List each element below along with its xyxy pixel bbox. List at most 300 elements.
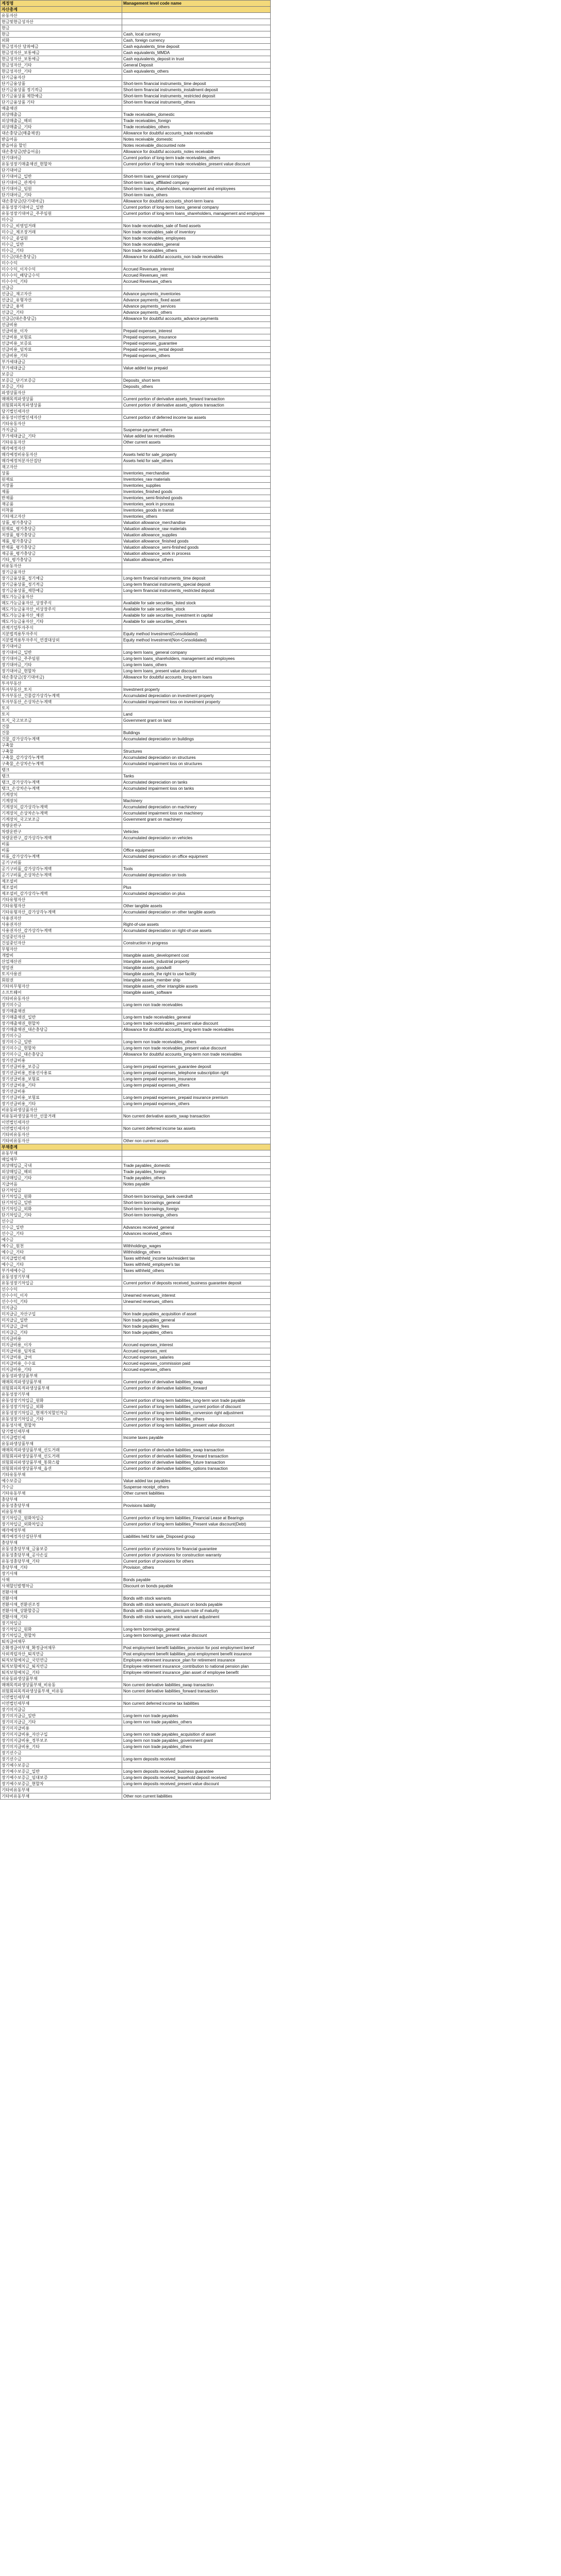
code-name-cell: Other current assets	[122, 439, 271, 446]
code-name-cell: Suspense payment_others	[122, 427, 271, 433]
code-name-cell: Income taxes payable	[122, 1435, 271, 1441]
table-row	[1, 1589, 271, 1596]
table-row	[1, 365, 271, 371]
table-row	[1, 149, 271, 155]
code-name-cell: Cash equivalents_others	[122, 69, 271, 75]
table-row	[1, 1107, 271, 1113]
table-row	[1, 1033, 271, 1039]
account-name-cell: 장기사채	[1, 1571, 122, 1577]
table-row	[1, 520, 271, 526]
code-name-cell: Long-term prepaid expenses_others	[122, 1101, 271, 1107]
table-row	[1, 1404, 271, 1410]
code-name-cell	[122, 996, 271, 1002]
table-row	[1, 687, 271, 693]
code-name-cell	[122, 1639, 271, 1645]
account-name-cell: 충당부채_기타	[1, 1565, 122, 1571]
code-name-cell: Taxes withheld_income tax/resident tax	[122, 1256, 271, 1262]
table-row	[1, 730, 271, 736]
code-name-cell: Valuation allowance_work in process	[122, 551, 271, 557]
code-name-cell: Long-term deposits received	[122, 1756, 271, 1762]
code-name-cell	[122, 446, 271, 452]
account-name-cell: 장기대여금_기타	[1, 662, 122, 668]
table-row	[1, 1460, 271, 1466]
code-name-cell: Short-term financial instruments_restricted deposit	[122, 93, 271, 99]
table-row	[1, 334, 271, 341]
account-name-cell: 기타유동부채	[1, 1472, 122, 1478]
table-row	[1, 1540, 271, 1546]
code-name-cell: Trade payables_others	[122, 1175, 271, 1181]
table-row	[1, 928, 271, 934]
account-name-cell: 대손충당금(받을어음)	[1, 149, 122, 155]
code-name-cell: Long-term prepaid expenses_insurance	[122, 1076, 271, 1082]
account-name-cell: 차량운반구	[1, 823, 122, 829]
account-name-cell: 구축물_손상차손누계액	[1, 761, 122, 767]
account-name-cell: 비품	[1, 841, 122, 848]
table-row	[1, 984, 271, 990]
code-name-cell: Trade payables_foreign	[122, 1169, 271, 1175]
account-name-cell: 부가세예수금	[1, 1268, 122, 1274]
account-name-cell: 기타유형자산	[1, 897, 122, 903]
table-row	[1, 1212, 271, 1218]
account-name-cell: 미수금_제조장거래	[1, 229, 122, 235]
table-row	[1, 217, 271, 223]
code-name-cell: Accumulated depreciation on vehicles	[122, 835, 271, 841]
account-name-cell: 매각예정부채	[1, 1528, 122, 1534]
account-name-cell: 예수보증금	[1, 1478, 122, 1484]
table-row	[1, 711, 271, 718]
account-name-cell: 유동성장기매출채권_현할차	[1, 161, 122, 167]
account-name-cell: 장기대여금_주주임원	[1, 656, 122, 662]
table-row	[1, 1453, 271, 1460]
account-name-cell: 미지급비용_임차료	[1, 1348, 122, 1354]
account-name-cell: 가수금	[1, 1484, 122, 1490]
code-name-cell: Notes payable	[122, 1181, 271, 1188]
code-name-cell	[122, 569, 271, 575]
code-name-cell: Current portion of long-term liabilities_present value discount	[122, 1422, 271, 1429]
table-row	[1, 1410, 271, 1416]
table-row	[1, 916, 271, 922]
table-row	[1, 625, 271, 631]
code-name-cell: Long-term prepaid expenses_others	[122, 1082, 271, 1089]
code-name-cell	[122, 1274, 271, 1280]
code-name-cell: Long-term financial instruments_restricted deposit	[122, 588, 271, 594]
table-row	[1, 1058, 271, 1064]
code-name-cell	[122, 594, 271, 600]
account-name-cell: 현금성자산_기타	[1, 69, 122, 75]
code-name-cell	[122, 1787, 271, 1793]
account-name-cell: 장기미지급비용	[1, 1725, 122, 1732]
account-name-cell: 토지	[1, 711, 122, 718]
table-row	[1, 1305, 271, 1311]
code-name-header: Management level code name	[122, 1, 271, 7]
account-name-cell: 장기매출채권_현할차	[1, 1021, 122, 1027]
table-row	[1, 1354, 271, 1361]
table-row	[1, 439, 271, 446]
account-name-cell: 상품_평가충당금	[1, 520, 122, 526]
table-row	[1, 44, 271, 50]
table-row	[1, 1429, 271, 1435]
code-name-cell	[122, 1107, 271, 1113]
table-row	[1, 1626, 271, 1633]
code-name-cell: Value added tax receivables	[122, 433, 271, 439]
table-row	[1, 371, 271, 378]
account-name-cell: 사용권자산_감가상각누계액	[1, 928, 122, 934]
account-name-cell: 매도가능금융자산_상장주식	[1, 600, 122, 606]
table-row	[1, 452, 271, 458]
code-name-cell: Valuation allowance_finished goods	[122, 538, 271, 545]
table-row	[1, 594, 271, 600]
account-name-header: 계정명	[1, 1, 122, 7]
table-row	[1, 1707, 271, 1713]
code-name-cell	[122, 916, 271, 922]
account-name-cell: 재고자산	[1, 464, 122, 470]
account-name-cell: 선급금	[1, 285, 122, 291]
table-row	[1, 421, 271, 427]
account-name-cell: 제조설비	[1, 885, 122, 891]
code-name-cell: Valuation allowance_others	[122, 557, 271, 563]
table-row	[1, 749, 271, 755]
code-name-cell: Notes receivable_domestic	[122, 137, 271, 143]
table-row	[1, 1750, 271, 1756]
code-name-cell	[122, 1497, 271, 1503]
table-row	[1, 99, 271, 106]
table-row	[1, 668, 271, 674]
code-name-cell: Cash equivalents_MMDA	[122, 50, 271, 56]
account-name-cell: 기타_평가충당금	[1, 557, 122, 563]
table-row	[1, 1027, 271, 1033]
code-name-cell: Short-term loans_general company	[122, 174, 271, 180]
table-row	[1, 1194, 271, 1200]
account-name-cell: 장기예수보증금_임대보증	[1, 1775, 122, 1781]
table-row	[1, 1299, 271, 1305]
account-name-cell: 탱크	[1, 773, 122, 779]
table-row	[1, 205, 271, 211]
code-name-cell: Current portion of long-term loans_general company	[122, 205, 271, 211]
table-row	[1, 470, 271, 477]
account-name-cell: 장기매출채권	[1, 1008, 122, 1014]
code-name-cell: Accrued expenses_commission paid	[122, 1361, 271, 1367]
account-name-cell: 단기금융상품 제한예금	[1, 93, 122, 99]
table-row	[1, 409, 271, 415]
account-name-cell: 유동파생상품부채	[1, 1441, 122, 1447]
code-name-cell: Non trade payables_others	[122, 1330, 271, 1336]
account-name-cell: 이연법인세자산	[1, 1120, 122, 1126]
account-name-cell: 장기예수보증금_일반	[1, 1769, 122, 1775]
code-name-cell	[122, 1058, 271, 1064]
account-name-cell: 유동성장기차입금_외화	[1, 1404, 122, 1410]
table-row	[1, 1039, 271, 1045]
account-name-cell: 이연법인세자산	[1, 1126, 122, 1132]
table-row	[1, 656, 271, 662]
table-row	[1, 1546, 271, 1552]
account-name-cell: 선급비용_임차료	[1, 347, 122, 353]
table-body	[1, 7, 271, 1800]
account-name-cell: 미수금	[1, 217, 122, 223]
code-name-cell	[122, 823, 271, 829]
account-name-cell: 외화	[1, 38, 122, 44]
table-row	[1, 1787, 271, 1793]
account-name-cell: 미지급법인세	[1, 1256, 122, 1262]
code-name-cell	[122, 1336, 271, 1342]
account-name-cell: 공기구비품_감가상각누계액	[1, 866, 122, 872]
code-name-cell: Intangible assets_the right to use facility	[122, 971, 271, 977]
code-name-cell: Short-term financial instruments_time deposit	[122, 81, 271, 87]
code-name-cell: Inventories_work in process	[122, 501, 271, 507]
code-name-cell: Allowance for doubtful accounts_advance payments	[122, 316, 271, 322]
table-row	[1, 823, 271, 829]
code-name-cell: Land	[122, 711, 271, 718]
table-row	[1, 792, 271, 798]
table-row	[1, 402, 271, 409]
table-row	[1, 606, 271, 613]
table-row	[1, 773, 271, 779]
code-name-cell: Current portion of long-term liabilities_conversion right adjustment	[122, 1410, 271, 1416]
table-row	[1, 681, 271, 687]
table-row	[1, 322, 271, 328]
account-name-cell: 예수금_기타	[1, 1262, 122, 1268]
code-name-cell: Long-term financial instruments_time deposit	[122, 575, 271, 582]
account-name-cell: 지분법적용투자주식_연결대상외	[1, 637, 122, 643]
code-name-cell: Intangible assets_other intangible assets	[122, 984, 271, 990]
table-row	[1, 637, 271, 643]
table-row	[1, 1082, 271, 1089]
code-name-cell	[122, 421, 271, 427]
table-row	[1, 25, 271, 31]
code-name-cell: Accumulated impairment loss on machinery	[122, 810, 271, 817]
code-name-cell: Accumulated impairment loss on investment property	[122, 699, 271, 705]
table-row	[1, 817, 271, 823]
table-row	[1, 1558, 271, 1565]
account-name-cell: 지급어음	[1, 1181, 122, 1188]
table-row	[1, 495, 271, 501]
table-row	[1, 761, 271, 767]
code-name-cell: Valuation allowance_semi-finished goods	[122, 545, 271, 551]
account-name-cell: 매도가능금융자산_기타	[1, 619, 122, 625]
table-row	[1, 1620, 271, 1626]
account-name-cell: 유동성파생상품부채	[1, 1373, 122, 1379]
table-row	[1, 841, 271, 848]
code-name-cell: Inventories_semi-finished goods	[122, 495, 271, 501]
code-name-cell	[122, 1620, 271, 1626]
code-name-cell: Inventories_goods in transit	[122, 507, 271, 514]
table-row	[1, 1274, 271, 1280]
code-name-cell	[122, 1150, 271, 1157]
table-row	[1, 50, 271, 56]
account-name-cell: 기타유형자산_감가상각누계액	[1, 909, 122, 916]
code-name-cell: Government grant on machinery	[122, 817, 271, 823]
table-row	[1, 538, 271, 545]
code-name-cell	[122, 217, 271, 223]
table-row	[1, 1515, 271, 1521]
account-name-cell: 기계장치_감가상각누계액	[1, 804, 122, 810]
account-name-cell: 유동성충당부채_기타	[1, 1558, 122, 1565]
code-name-cell	[122, 1132, 271, 1138]
code-name-cell	[122, 1528, 271, 1534]
account-name-cell: 투자부동산_건물감가상각누계액	[1, 693, 122, 699]
code-name-cell: Value added tax payables	[122, 1478, 271, 1484]
code-name-cell: Long-term non trade receivables	[122, 1002, 271, 1008]
table-row	[1, 507, 271, 514]
table-row	[1, 1113, 271, 1120]
account-name-cell: 구축물_감가상각누계액	[1, 755, 122, 761]
header-row	[1, 1, 271, 7]
code-name-cell: Short-term borrowings_foreign	[122, 1206, 271, 1212]
table-row	[1, 106, 271, 112]
table-row	[1, 1101, 271, 1107]
table-row	[1, 1466, 271, 1472]
table-row	[1, 848, 271, 854]
table-row	[1, 977, 271, 984]
table-row	[1, 19, 271, 25]
account-name-cell: 순확정급여부채_확정급여채무	[1, 1645, 122, 1651]
code-name-cell: Tools	[122, 866, 271, 872]
account-name-cell: 기타비유동자산	[1, 1132, 122, 1138]
table-row	[1, 13, 271, 19]
table-row	[1, 180, 271, 186]
account-name-cell: 기타유동자산	[1, 439, 122, 446]
table-row	[1, 223, 271, 229]
code-name-cell: Bonds payable	[122, 1577, 271, 1583]
account-name-cell: 미지급금_자산구입	[1, 1311, 122, 1317]
code-name-cell	[122, 792, 271, 798]
table-row	[1, 242, 271, 248]
table-row	[1, 588, 271, 594]
table-row	[1, 1311, 271, 1317]
table-row	[1, 1150, 271, 1157]
code-name-cell: Prepaid expenses_insurance	[122, 334, 271, 341]
table-row	[1, 1398, 271, 1404]
account-name-cell: 단기차입금	[1, 1188, 122, 1194]
account-name-cell: 장기미수금_현할차	[1, 1045, 122, 1052]
table-row	[1, 1534, 271, 1540]
table-row	[1, 1472, 271, 1478]
table-row	[1, 1045, 271, 1052]
account-name-cell: 장기선급비용	[1, 1058, 122, 1064]
account-name-cell: 구축물	[1, 742, 122, 749]
code-name-cell: Accrued Revenues_rent	[122, 273, 271, 279]
code-name-cell: Current portion of derivative liabilities_future transaction	[122, 1460, 271, 1466]
code-name-cell: Long-term non trade receivables_others	[122, 1039, 271, 1045]
account-name-cell: 충당부채	[1, 1540, 122, 1546]
account-name-cell: 선급금_용역	[1, 303, 122, 310]
account-name-cell: 매입채무	[1, 1157, 122, 1163]
table-row	[1, 1657, 271, 1664]
table-row	[1, 767, 271, 773]
table-row	[1, 1392, 271, 1398]
account-name-cell: 차량운반구_감가상각누계액	[1, 835, 122, 841]
code-name-cell	[122, 1676, 271, 1682]
table-row	[1, 1181, 271, 1188]
table-row	[1, 390, 271, 396]
code-name-cell: Current portion of provisions for others	[122, 1558, 271, 1565]
account-name-cell: 매매목적파생상품	[1, 396, 122, 402]
table-row	[1, 1089, 271, 1095]
account-name-cell: 건물	[1, 724, 122, 730]
table-row	[1, 1206, 271, 1212]
account-name-cell: 자산총계	[1, 7, 122, 13]
code-name-cell: Inventories_finished goods	[122, 489, 271, 495]
table-row	[1, 1762, 271, 1769]
table-row	[1, 1596, 271, 1602]
account-name-cell: 기타비유동부채	[1, 1787, 122, 1793]
table-row	[1, 1490, 271, 1497]
account-name-cell: 전환사채	[1, 1596, 122, 1602]
account-name-cell: 부채총계	[1, 1144, 122, 1150]
code-name-cell: Non current derivative liabilities_swap transaction	[122, 1682, 271, 1688]
account-name-cell: 현금	[1, 25, 122, 31]
code-name-cell: Other non current assets	[122, 1138, 271, 1144]
account-name-cell: 상품	[1, 470, 122, 477]
code-name-cell	[122, 724, 271, 730]
table-row	[1, 1664, 271, 1670]
code-name-cell: Long-term deposits received_leasehold deposit received	[122, 1775, 271, 1781]
account-name-cell: 미수수익	[1, 260, 122, 266]
table-row	[1, 1725, 271, 1732]
table-row	[1, 1583, 271, 1589]
table-row	[1, 1169, 271, 1175]
code-name-cell	[122, 1750, 271, 1756]
code-name-cell: Intangible assets_development cost	[122, 953, 271, 959]
table-row	[1, 1614, 271, 1620]
code-name-cell: Advances received_general	[122, 1225, 271, 1231]
account-name-cell: 공기구비품	[1, 860, 122, 866]
account-name-cell: 장기차입금_원화	[1, 1626, 122, 1633]
table-row	[1, 755, 271, 761]
code-name-cell: Short-term borrowings_others	[122, 1212, 271, 1218]
code-name-cell: Long-term deposits received_business guarantee	[122, 1769, 271, 1775]
code-name-cell	[122, 371, 271, 378]
account-name-cell: 기타비유동자산	[1, 996, 122, 1002]
table-row	[1, 1200, 271, 1206]
account-name-cell: 무형자산	[1, 946, 122, 953]
code-name-cell: Prepaid expenses_rental deposit	[122, 347, 271, 353]
table-row	[1, 155, 271, 161]
account-name-cell: 현금성자산_보통예금	[1, 50, 122, 56]
table-row	[1, 1064, 271, 1070]
code-name-cell: Long-term non trade payables_acquisition of asset	[122, 1732, 271, 1738]
table-row	[1, 1713, 271, 1719]
code-name-cell: Other tangible assets	[122, 903, 271, 909]
account-name-cell: 대손충당금(단기대여금)	[1, 198, 122, 205]
table-row	[1, 1280, 271, 1286]
table-row	[1, 415, 271, 421]
table-row	[1, 310, 271, 316]
table-row	[1, 643, 271, 650]
code-name-cell: Accumulated depreciation on buildings	[122, 736, 271, 742]
account-name-cell: 매매목적파생상품부채_선도거래	[1, 1447, 122, 1453]
code-name-cell: Accrued Revenues_others	[122, 279, 271, 285]
account-name-cell: 장기선수금	[1, 1750, 122, 1756]
table-row	[1, 514, 271, 520]
code-name-cell: Provisions liability	[122, 1503, 271, 1509]
account-name-cell: 외상매입금_국내	[1, 1163, 122, 1169]
code-name-cell	[122, 767, 271, 773]
account-name-cell: 미수금(대손충당금)	[1, 254, 122, 260]
code-name-cell: Current portion of long-term liabilities_others	[122, 1416, 271, 1422]
table-row	[1, 563, 271, 569]
code-name-cell: Long-term borrowings_general	[122, 1626, 271, 1633]
code-name-cell: Notes receivable_discounted note	[122, 143, 271, 149]
code-name-cell: Accrued Revenues_interest	[122, 266, 271, 273]
code-name-cell: Cash, foreign currency	[122, 38, 271, 44]
table-row	[1, 1528, 271, 1534]
code-name-cell	[122, 1188, 271, 1194]
table-row	[1, 1218, 271, 1225]
account-name-cell: 선급비용_기타	[1, 353, 122, 359]
account-name-cell: 사용권자산	[1, 916, 122, 922]
account-name-cell: 유동성장기부채	[1, 1274, 122, 1280]
account-name-cell: 선급비용_보증료	[1, 341, 122, 347]
